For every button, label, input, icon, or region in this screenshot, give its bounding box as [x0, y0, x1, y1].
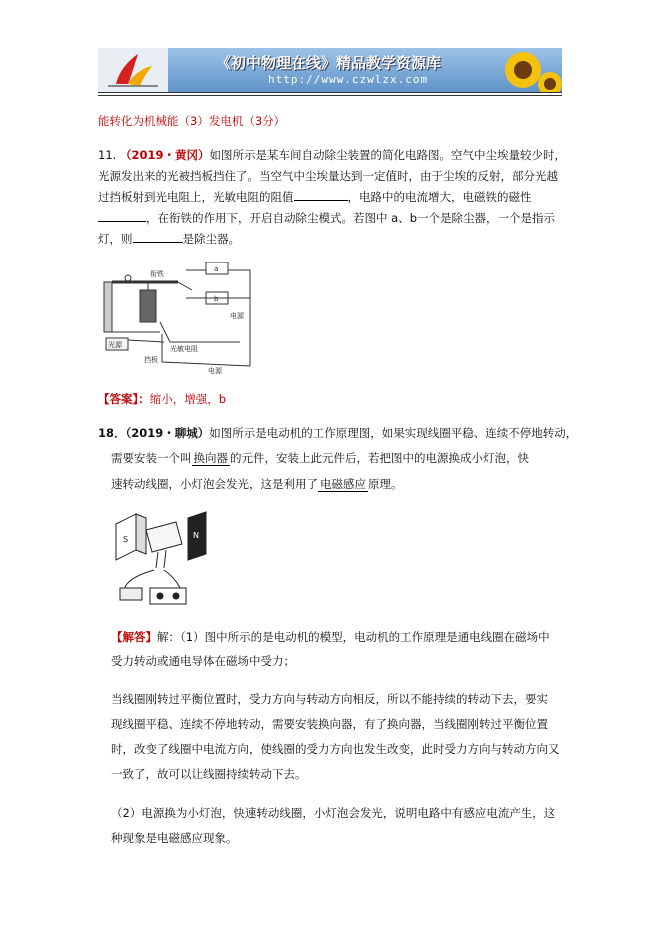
header-banner — [98, 48, 562, 93]
q18-fill-2: 电磁感应 — [320, 477, 366, 491]
q18-text-3a: 速转动线圈，小灯泡会发光，这是利用了 — [111, 477, 318, 491]
fig-label-armature: 衔铁 — [150, 270, 164, 278]
fig-label-a: a — [214, 265, 219, 273]
solution-p2-l3: 时，改变了线圈中电流方向，使线圈的受力方向也发生改变，此时受力方向与转动方向又 — [111, 742, 560, 756]
banner-title: 《初中物理在线》精品教学资源库 — [216, 54, 442, 72]
solution-line-1 — [111, 627, 550, 648]
fig-label-n: N — [193, 531, 199, 540]
q18-text-1: 如图所示是电动机的工作原理图，如果实现线圈平稳、连续不停地转动， — [209, 426, 578, 440]
q18-line-1 — [98, 423, 577, 444]
q18-text-2b: 的元件，安装上此元件后，若把图中的电源换成小灯泡，快 — [230, 451, 529, 465]
q11-circuit-figure — [100, 262, 252, 376]
fig-label-supply-2: 电源 — [208, 367, 222, 375]
q18-fill-1: 换向器 — [193, 451, 228, 465]
q11-line-3 — [98, 187, 532, 208]
solution-label: 【解答】 — [111, 630, 157, 644]
q11-text-5a: 灯，则 — [98, 232, 133, 246]
fig-label-baffle: 挡板 — [144, 356, 158, 364]
q11-line-4 — [98, 208, 555, 229]
q11-text-1: 如图所示是某车间自动除尘装置的简化电路图。空气中尘埃量较少时， — [209, 148, 566, 162]
solution-p2-l1: 当线圈刚转过平衡位置时，受力方向与转动方向相反，所以不能持续的转动下去，要实 — [111, 692, 548, 706]
q18-source: （2019・聊城） — [125, 426, 210, 440]
section-heading: 能转化为机械能（3）发电机（3分） — [98, 114, 286, 128]
q11-number: 11. — [98, 148, 117, 162]
solution-p2-l2: 现线圈平稳、连续不停地转动，需要安装换向器，有了换向器，当线圈刚转过平衡位置 — [111, 717, 548, 731]
answer-text: 缩小，增强，b — [149, 392, 227, 406]
fig-label-photoresistor: 光敏电阻 — [170, 345, 198, 353]
solution-p3-l2: 种现象是电磁感应现象。 — [111, 831, 238, 845]
q11-source: （2019・黄冈） — [119, 148, 210, 162]
q18-line-3 — [111, 474, 403, 495]
solution-p2-l4: 一致了，故可以让线圈持续转动下去。 — [111, 767, 307, 781]
q11-blank-1[interactable] — [294, 187, 348, 201]
q18-text-3b: 原理。 — [368, 477, 403, 491]
q11-line-1 — [98, 145, 566, 166]
q18-line-2 — [111, 448, 529, 469]
q11-text-3a: 过挡板射到光电阻上，光敏电阻的阻值 — [98, 190, 294, 204]
q11-text-5b: 是除尘器。 — [182, 232, 240, 246]
answer-label: 【答案】： — [98, 392, 150, 406]
q11-blank-3[interactable] — [133, 229, 183, 243]
q11-line-5 — [98, 229, 240, 250]
q11-blank-2[interactable] — [98, 208, 146, 222]
fig-label-s: S — [123, 535, 129, 544]
solution-p1-l1: 解：（1）图中所示的是电动机的模型，电动机的工作原理是通电线圈在磁场中 — [157, 630, 550, 644]
q11-line-2: 光源发出来的光被挡板挡住了。当空气中尘埃量达到一定值时，由于尘埃的反射，部分光越 — [98, 169, 558, 183]
q11-text-4b: ，在衔铁的作用下，开启自动除尘模式。若图中 a、b一个是除尘器，一个是指示 — [146, 211, 555, 225]
banner-url: http://www.czwlzx.com — [268, 73, 429, 86]
q18-motor-figure — [110, 510, 210, 610]
q18-number: 18． — [98, 426, 126, 440]
solution-p3-l1: （2）电源换为小灯泡，快速转动线圈，小灯泡会发光，说明电路中有感应电流产生，这 — [111, 806, 556, 820]
fig-label-b: b — [214, 295, 219, 303]
q11-text-3b: ，电路中的电流增大，电磁铁的磁性 — [347, 190, 532, 204]
solution-p1-l2: 受力转动或通电导体在磁场中受力； — [111, 654, 295, 668]
fig-label-supply: 电源 — [230, 312, 244, 320]
q11-answer — [98, 389, 226, 410]
header-rule — [98, 95, 562, 96]
fig-label-light-source: 光源 — [108, 341, 122, 349]
q18-text-2a: 需要安装一个叫 — [111, 451, 192, 465]
